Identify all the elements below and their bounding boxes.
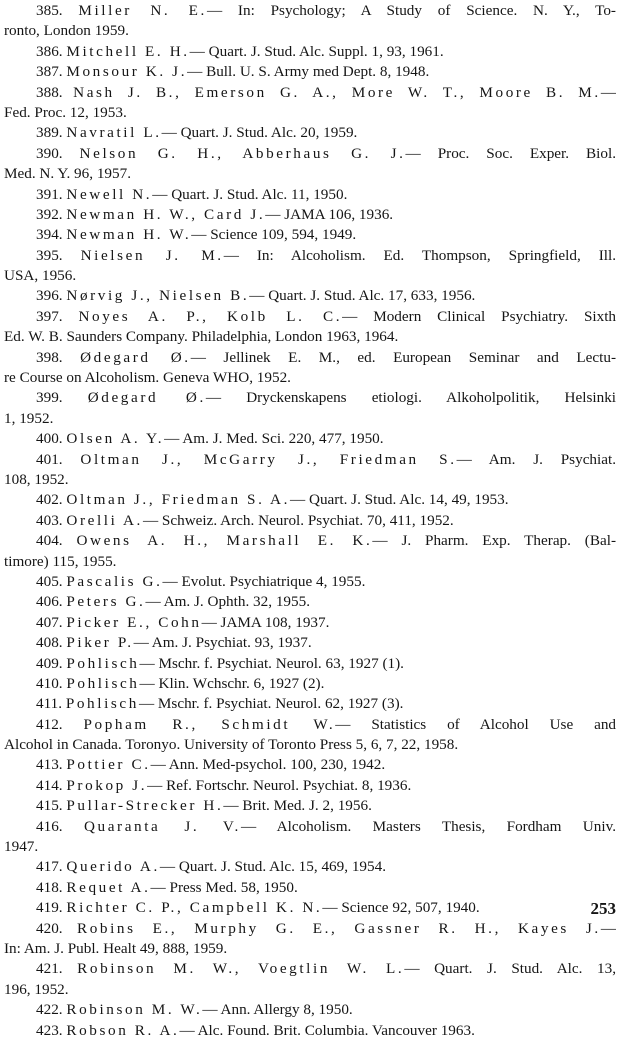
reference-first-line	[4, 185, 616, 205]
reference-source: — In: Alcoholism. Ed. Thompson, Springfield, Ill.	[223, 246, 616, 264]
reference-first-line	[4, 511, 616, 531]
reference-source: — Ref. Fortschr. Neurol. Psychiat. 8, 1936.	[147, 776, 412, 794]
reference-entry	[4, 388, 616, 429]
reference-first-line	[4, 592, 616, 612]
reference-number: 418.	[36, 878, 63, 896]
reference-number: 387.	[36, 63, 63, 81]
reference-number: 408.	[36, 634, 63, 652]
reference-continuation-line: 1947.	[4, 838, 39, 856]
reference-first-line	[4, 715, 616, 735]
reference-entry	[4, 1021, 616, 1041]
reference-number: 397.	[36, 307, 63, 325]
reference-authors: Olsen A. Y.	[66, 430, 165, 448]
reference-authors: Nørvig J., Nielsen B.	[66, 287, 250, 305]
reference-entry	[4, 857, 616, 877]
reference-source: — Dryckenskapens etiologi. Alkoholpolitik, Helsinki	[205, 389, 616, 407]
reference-authors: Pullar-Strecker H.	[66, 797, 224, 815]
reference-number: 392.	[36, 205, 63, 223]
reference-number: 396.	[36, 287, 63, 305]
reference-source: — Quart. J. Stud. Alc. 20, 1959.	[161, 124, 358, 142]
reference-number: 391.	[36, 185, 63, 203]
reference-entry	[4, 348, 616, 389]
reference-authors: Prokop J.	[66, 776, 148, 794]
reference-authors: Monsour K. J.	[66, 63, 188, 81]
reference-entry	[4, 776, 616, 796]
reference-authors: Oltman J., McGarry J., Friedman S.	[80, 450, 457, 468]
reference-first-line	[4, 42, 616, 62]
reference-first-line	[4, 348, 616, 368]
reference-source: — Mschr. f. Psychiat. Neurol. 62, 1927 (3).	[138, 695, 404, 713]
reference-authors: Peters G.	[66, 593, 146, 611]
reference-entry	[4, 1, 616, 42]
reference-authors: Popham R., Schmidt W.	[83, 715, 336, 733]
reference-source: —	[600, 83, 616, 101]
reference-authors: Newman H. W.	[66, 226, 192, 244]
reference-number: 415.	[36, 797, 63, 815]
reference-list	[4, 1, 616, 1041]
reference-first-line	[4, 898, 616, 918]
reference-first-line	[4, 490, 616, 510]
reference-first-line	[4, 1000, 616, 1020]
reference-continuation-line: 1, 1952.	[4, 409, 54, 427]
reference-source: — Alcoholism. Masters Thesis, Fordham Univ.	[240, 817, 616, 835]
reference-entry	[4, 307, 616, 348]
reference-entry	[4, 205, 616, 225]
reference-first-line	[4, 307, 616, 327]
reference-number: 414.	[36, 776, 63, 794]
reference-entry	[4, 613, 616, 633]
reference-authors: Orelli A.	[66, 511, 143, 529]
reference-authors: Pottier C.	[66, 756, 151, 774]
reference-entry	[4, 429, 616, 449]
reference-entry	[4, 531, 616, 572]
reference-number: 407.	[36, 613, 63, 631]
reference-number: 411.	[36, 695, 63, 713]
reference-authors: Robins E., Murphy G. E., Gassner R. H., Kayes J.	[76, 919, 601, 937]
reference-authors: Miller N. E.	[78, 2, 207, 19]
reference-entry	[4, 144, 616, 185]
reference-number: 394.	[36, 226, 63, 244]
reference-number: 421.	[36, 960, 63, 978]
reference-entry	[4, 1000, 616, 1020]
reference-number: 412.	[36, 715, 63, 733]
reference-first-line	[4, 613, 616, 633]
reference-first-line	[4, 144, 616, 164]
reference-authors: Picker E., Cohn	[66, 613, 202, 631]
reference-authors: Newman H. W., Card J.	[66, 205, 266, 223]
reference-number: 416.	[36, 817, 63, 835]
reference-authors: Requet A.	[66, 878, 151, 896]
reference-continuation-line: Alcohol in Canada. Toronyo. University of Toronto Press 5, 6, 7, 22, 1958.	[4, 736, 459, 754]
reference-entry	[4, 959, 616, 1000]
reference-authors: Robson R. A.	[66, 1021, 180, 1039]
reference-authors: Pohlisch	[66, 654, 140, 672]
reference-source: — Science 92, 507, 1940.	[322, 899, 480, 917]
reference-authors: Nash J. B., Emerson G. A., More W. T., Moore B. M.	[73, 83, 601, 101]
reference-authors: Nielsen J. M.	[80, 246, 224, 264]
reference-source: — Quart. J. Stud. Alc. 13,	[404, 960, 616, 978]
reference-authors: Pohlisch	[65, 695, 139, 713]
reference-entry	[4, 490, 616, 510]
reference-source: — Mschr. f. Psychiat. Neurol. 63, 1927 (1).	[139, 654, 404, 672]
reference-source: — Jellinek E. M., ed. European Seminar and Lectu-	[190, 348, 616, 366]
reference-continuation-line: Fed. Proc. 12, 1953.	[4, 103, 127, 121]
reference-number: 417.	[36, 858, 63, 876]
reference-continuation-line: Ed. W. B. Saunders Company. Philadelphia, London 1963, 1964.	[4, 328, 399, 346]
reference-continuation-line: 108, 1952.	[4, 470, 69, 488]
reference-first-line	[4, 62, 616, 82]
reference-number: 388.	[36, 83, 63, 101]
reference-number: 389.	[36, 124, 63, 142]
reference-source: — Evolut. Psychiatrique 4, 1955.	[162, 572, 366, 590]
reference-entry	[4, 694, 616, 714]
reference-source: — Schweiz. Arch. Neurol. Psychiat. 70, 411, 1952.	[142, 511, 454, 529]
reference-source: — Am. J. Psychiat.	[456, 450, 616, 468]
reference-first-line	[4, 694, 616, 714]
reference-number: 395.	[36, 246, 63, 264]
reference-first-line	[4, 286, 616, 306]
reference-continuation-line: re Course on Alcoholism. Geneva WHO, 1952.	[4, 369, 291, 387]
reference-number: 405.	[36, 572, 63, 590]
reference-continuation-line: timore) 115, 1955.	[4, 552, 117, 570]
reference-number: 402.	[36, 491, 63, 509]
reference-source: — J. Pharm. Exp. Therap. (Bal-	[372, 532, 616, 550]
reference-number: 404.	[36, 532, 63, 550]
reference-entry	[4, 42, 616, 62]
reference-first-line	[4, 633, 616, 653]
reference-entry	[4, 633, 616, 653]
reference-authors: Noyes A. P., Kolb L. C.	[78, 307, 343, 325]
reference-entry	[4, 572, 616, 592]
reference-source: — Press Med. 58, 1950.	[150, 878, 298, 896]
reference-number: 386.	[36, 42, 63, 60]
reference-source: — Alc. Found. Brit. Columbia. Vancouver 1963.	[179, 1021, 475, 1039]
reference-source: — Klin. Wchschr. 6, 1927 (2).	[139, 674, 325, 692]
reference-number: 410.	[36, 674, 63, 692]
reference-number: 385.	[36, 2, 63, 19]
reference-source: — Quart. J. Stud. Alc. Suppl. 1, 93, 1961.	[189, 42, 444, 60]
reference-first-line	[4, 572, 616, 592]
reference-source: — Quart. J. Stud. Alc. 14, 49, 1953.	[290, 491, 509, 509]
reference-authors: Robinson M. W.	[66, 1001, 203, 1019]
reference-authors: Pohlisch	[66, 674, 140, 692]
reference-entry	[4, 898, 616, 918]
reference-authors: Quaranta J. V.	[83, 817, 241, 835]
reference-entry	[4, 796, 616, 816]
reference-entry	[4, 225, 616, 245]
reference-continuation-line: In: Am. J. Publ. Healt 49, 888, 1959.	[4, 939, 228, 957]
reference-authors: Piker P.	[66, 634, 134, 652]
reference-authors: Mitchell E. H.	[66, 42, 190, 60]
reference-first-line	[4, 857, 616, 877]
reference-number: 422.	[36, 1001, 63, 1019]
reference-first-line	[4, 83, 616, 103]
reference-first-line	[4, 388, 616, 408]
reference-number: 390.	[36, 144, 63, 162]
reference-authors: Pascalis G.	[66, 572, 163, 590]
reference-source: — Quart. J. Stud. Alc. 17, 633, 1956.	[249, 287, 476, 305]
reference-first-line	[4, 817, 616, 837]
reference-source: — Ann. Med-psychol. 100, 230, 1942.	[150, 756, 386, 774]
reference-entry	[4, 654, 616, 674]
reference-entry	[4, 674, 616, 694]
reference-authors: Robinson M. W., Voegtlin W. L.	[77, 960, 405, 978]
reference-source: — JAMA 108, 1937.	[201, 613, 330, 631]
reference-authors: Navratil L.	[66, 124, 162, 142]
reference-entry	[4, 919, 616, 960]
reference-first-line	[4, 654, 616, 674]
reference-entry	[4, 715, 616, 756]
reference-entry	[4, 62, 616, 82]
reference-first-line	[4, 674, 616, 694]
reference-first-line	[4, 225, 616, 245]
reference-source: — Quart. J. Stud. Alc. 11, 1950.	[152, 185, 348, 203]
reference-source: — Am. J. Ophth. 32, 1955.	[145, 593, 310, 611]
reference-source: — JAMA 106, 1936.	[265, 205, 394, 223]
reference-entry	[4, 185, 616, 205]
reference-number: 419.	[36, 899, 63, 917]
reference-entry	[4, 83, 616, 124]
reference-first-line	[4, 796, 616, 816]
reference-authors: Newell N.	[66, 185, 153, 203]
reference-number: 401.	[36, 450, 63, 468]
reference-authors: Richter C. P., Campbell K. N.	[66, 899, 323, 917]
reference-authors: Owens A. H., Marshall E. K.	[76, 532, 373, 550]
reference-number: 420.	[36, 919, 63, 937]
reference-continuation-line: ronto, London 1959.	[4, 22, 129, 40]
reference-continuation-line: USA, 1956.	[4, 267, 77, 285]
reference-number: 406.	[36, 593, 63, 611]
reference-first-line	[4, 959, 616, 979]
reference-source: — Quart. J. Stud. Alc. 15, 469, 1954.	[159, 858, 386, 876]
reference-first-line	[4, 123, 616, 143]
reference-number: 398.	[36, 348, 63, 366]
reference-first-line	[4, 776, 616, 796]
reference-number: 400.	[36, 430, 63, 448]
reference-first-line	[4, 755, 616, 775]
reference-source: — Science 109, 594, 1949.	[191, 226, 357, 244]
reference-source: — Bull. U. S. Army med Dept. 8, 1948.	[187, 63, 430, 81]
reference-first-line	[4, 205, 616, 225]
reference-number: 423.	[36, 1021, 63, 1039]
reference-number: 399.	[36, 389, 63, 407]
reference-number: 413.	[36, 756, 63, 774]
page-number: 253	[590, 899, 616, 918]
reference-source: —	[600, 919, 616, 937]
reference-entry	[4, 286, 616, 306]
reference-entry	[4, 450, 616, 491]
reference-entry	[4, 817, 616, 858]
reference-first-line	[4, 246, 616, 266]
reference-authors: Ødegard Ø.	[80, 348, 191, 366]
reference-continuation-line: 196, 1952.	[4, 980, 69, 998]
reference-authors: Querido A.	[66, 858, 160, 876]
reference-authors: Oltman J., Friedman S. A.	[66, 491, 290, 509]
reference-number: 409.	[36, 654, 63, 672]
reference-source: — Proc. Soc. Exper. Biol.	[405, 144, 616, 162]
reference-authors: Ødegard Ø.	[87, 389, 206, 407]
reference-first-line	[4, 1, 616, 21]
reference-source: — Am. J. Psychiat. 93, 1937.	[133, 634, 312, 652]
reference-entry	[4, 755, 616, 775]
reference-source: — Brit. Med. J. 2, 1956.	[223, 797, 372, 815]
reference-source: — Modern Clinical Psychiatry. Sixth	[342, 307, 616, 325]
reference-entry	[4, 511, 616, 531]
reference-source: — Am. J. Med. Sci. 220, 477, 1950.	[164, 430, 384, 448]
reference-first-line	[4, 531, 616, 551]
reference-first-line	[4, 429, 616, 449]
reference-first-line	[4, 878, 616, 898]
reference-authors: Nelson G. H., Abberhaus G. J.	[79, 144, 406, 162]
reference-source: — Ann. Allergy 8, 1950.	[202, 1001, 353, 1019]
reference-first-line	[4, 450, 616, 470]
reference-first-line	[4, 1021, 616, 1041]
reference-continuation-line: Med. N. Y. 96, 1957.	[4, 165, 131, 183]
reference-entry	[4, 878, 616, 898]
reference-source: — Statistics of Alcohol Use and	[335, 715, 616, 733]
reference-number: 403.	[36, 511, 63, 529]
reference-entry	[4, 592, 616, 612]
reference-entry	[4, 123, 616, 143]
reference-source: — In: Psychology; A Study of Science. N. Y., To-	[206, 2, 616, 19]
reference-entry	[4, 246, 616, 287]
